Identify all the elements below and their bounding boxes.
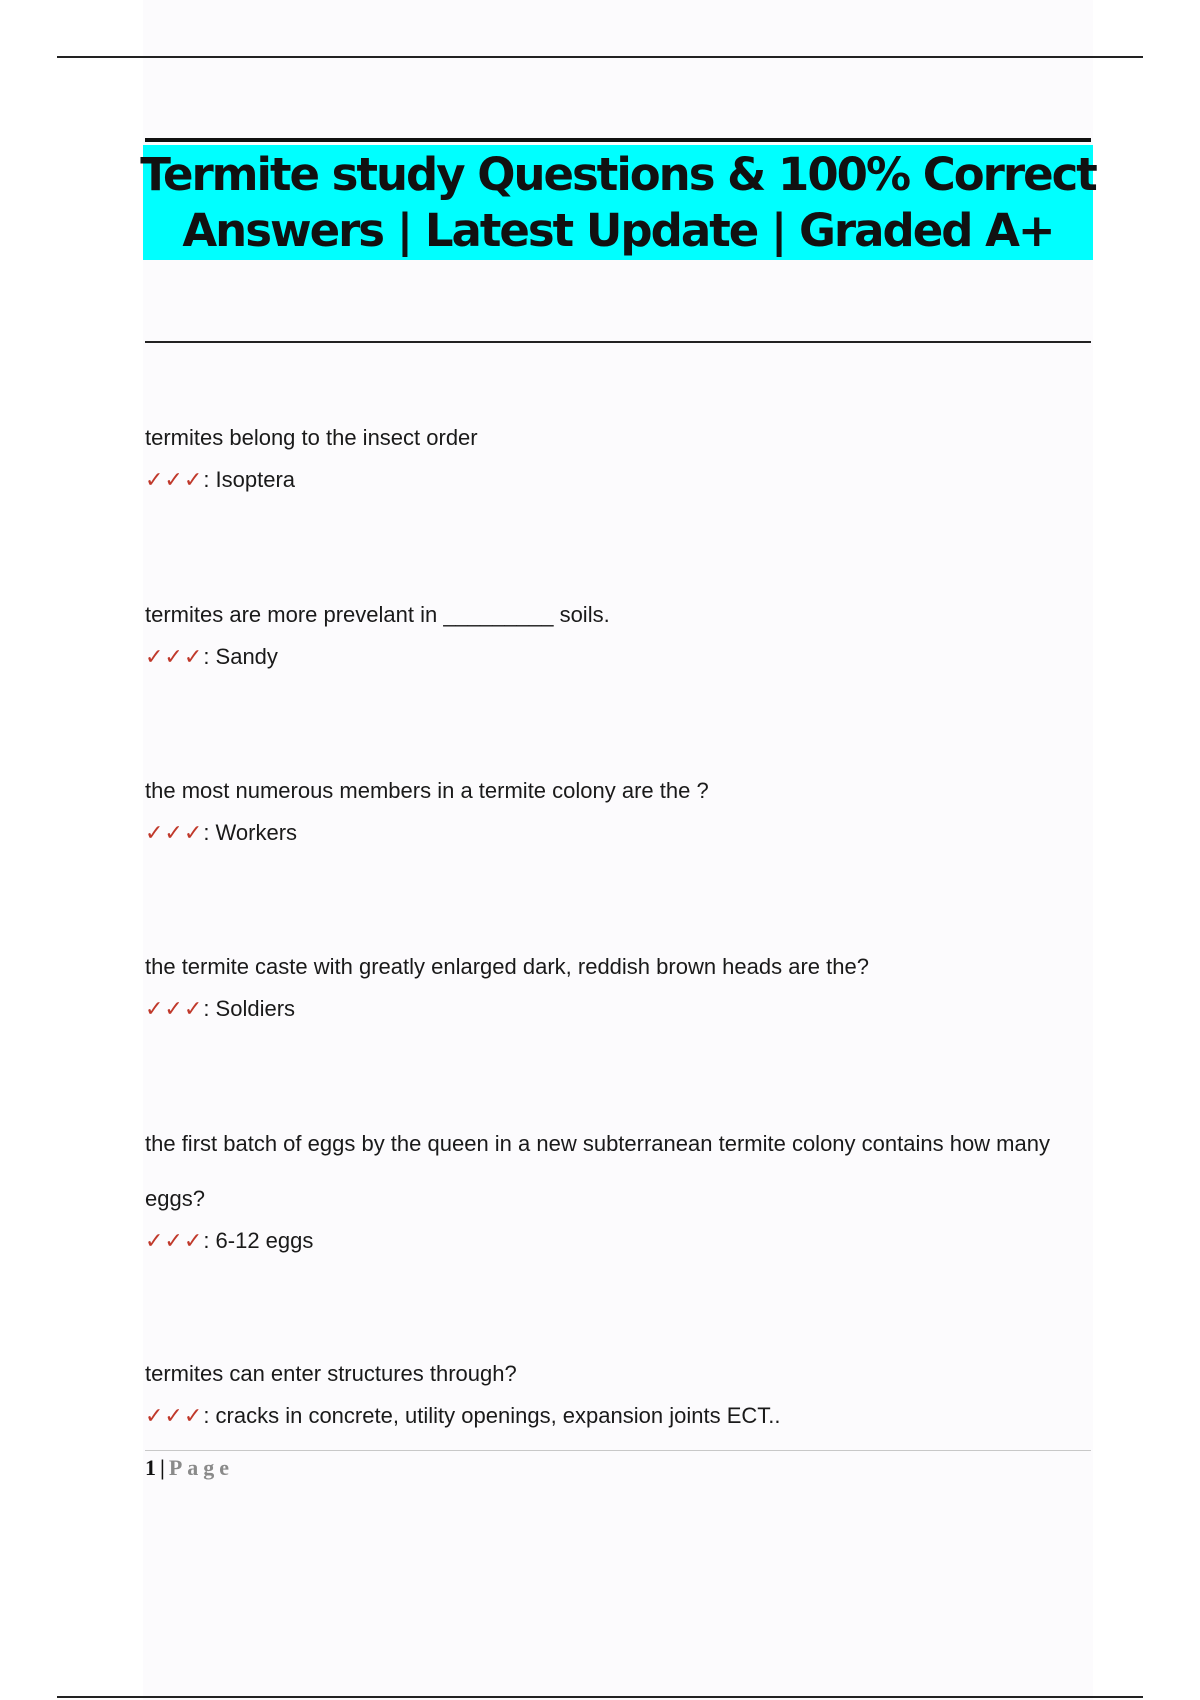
question-text: termites belong to the insect order: [145, 425, 478, 450]
answer-text: : 6-12 eggs: [203, 1228, 314, 1253]
question-text: the termite caste with greatly enlarged dark, reddish brown heads are the?: [145, 954, 869, 979]
answer-line: [145, 1401, 1085, 1431]
answer-line: [145, 994, 1085, 1024]
check-marks-icon: ✓✓✓: [145, 996, 204, 1021]
title-line-2: Answers | Latest Update | Graded A+: [182, 203, 1054, 257]
qa-item-2: [145, 587, 1085, 672]
page-label: Page: [168, 1455, 235, 1480]
check-marks-icon: ✓✓✓: [145, 644, 204, 669]
qa-item-4: [145, 939, 1085, 1024]
title-top-rule: [145, 138, 1091, 142]
question-text: termites are more prevelant in _________ soils.: [145, 602, 610, 627]
answer-line: [145, 465, 1085, 495]
title-banner: [140, 145, 1096, 260]
answer-line: [145, 818, 1085, 848]
footer-divider: [145, 1450, 1091, 1451]
answer-text: : Workers: [203, 820, 298, 845]
page-number: 1: [145, 1455, 156, 1480]
qa-item-3: [145, 763, 1085, 848]
qa-item-6: [145, 1346, 1085, 1431]
question-text: the most numerous members in a termite colony are the ?: [145, 778, 709, 803]
check-marks-icon: ✓✓✓: [145, 1228, 204, 1253]
page-separator: |: [160, 1455, 165, 1480]
check-marks-icon: ✓✓✓: [145, 820, 204, 845]
qa-item-1: [145, 410, 1085, 495]
qa-item-5: [145, 1116, 1085, 1256]
question-text: the first batch of eggs by the queen in a new subterranean termite colony contains how many eggs?: [145, 1131, 1050, 1211]
answer-text: : Isoptera: [203, 467, 296, 492]
question-text: termites can enter structures through?: [145, 1361, 517, 1386]
check-marks-icon: ✓✓✓: [145, 467, 204, 492]
title-line-1: Termite study Questions & 100% Correct: [140, 147, 1096, 201]
answer-text: : Soldiers: [203, 996, 296, 1021]
check-marks-icon: ✓✓✓: [145, 1403, 204, 1428]
answer-text: : Sandy: [203, 644, 278, 669]
sheet-bottom-border: [57, 1696, 1143, 1698]
answer-text: : cracks in concrete, utility openings, expansion joints ECT..: [203, 1403, 781, 1428]
answer-line: [145, 642, 1085, 672]
header-divider: [145, 341, 1091, 343]
page-footer: [145, 1454, 234, 1482]
answer-line: [145, 1226, 1085, 1256]
sheet-top-border: [57, 56, 1143, 58]
